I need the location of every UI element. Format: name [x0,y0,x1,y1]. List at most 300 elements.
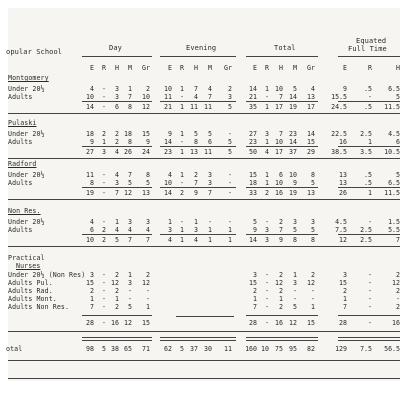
day-cell: 4 [115,171,119,179]
total-cell: - [311,287,315,295]
row-label: Adults Non Res. [8,303,70,311]
subtotal-rule-evening [160,187,236,188]
day-cell: 71 [142,345,150,353]
day-cell: 1 [115,295,119,303]
day-cell: 18 [124,130,132,138]
day-cell: 3 [115,85,119,93]
evening-cell: 1 [180,130,184,138]
evening-cell: 1 [228,226,232,234]
equated-cell: 28 [339,319,347,327]
subtotal-rule-total [246,146,318,147]
row-label: Adults [8,226,33,234]
evening-cell: 1 [208,236,212,244]
group-header-equated-line1: Equated [356,37,387,45]
total-cell: 3 [293,218,297,226]
grand-total-rule-total [246,337,318,341]
day-cell: 27 [86,148,94,156]
equated-cell: 10.5 [384,148,400,156]
total-cell: 7 [279,93,283,101]
day-cell: 6 [90,226,94,234]
total-cell: 37 [289,148,297,156]
evening-cell: 14 [164,189,172,197]
subtotal-rule-day [82,101,152,102]
day-cell: 16 [111,319,119,327]
day-cell: 4 [90,218,94,226]
total-cell: - [265,295,269,303]
day-cell: 1 [102,138,106,146]
total-cell: 5 [293,226,297,234]
day-cell: 4 [128,226,132,234]
subtotal-rule-total [246,101,318,102]
equated-cell: 12 [392,279,400,287]
day-cell: 1 [146,303,150,311]
subhead-day: H [115,64,119,72]
evening-cell: 1 [180,148,184,156]
total-cell: 3 [265,226,269,234]
practical-rule-evening [176,316,234,317]
day-cell: 12 [142,103,150,111]
day-cell: 8 [90,179,94,187]
equated-cell: 7.5 [360,345,372,353]
day-cell: 19 [86,189,94,197]
evening-cell: 5 [228,103,232,111]
evening-cell: 5 [180,345,184,353]
row-label: Adults [8,93,33,101]
equated-cell: .5 [364,179,372,187]
subtotal-rule-day [82,187,152,188]
day-cell: 2 [115,303,119,311]
evening-cell: 5 [228,138,232,146]
total-cell: 5 [311,226,315,234]
equated-cell: 7 [396,236,400,244]
subtotal-underline [8,246,400,247]
total-cell: 3 [265,130,269,138]
day-cell: 1 [128,271,132,279]
total-cell: 7 [279,130,283,138]
day-cell: 28 [86,319,94,327]
day-cell: 3 [102,148,106,156]
total-cell: 7 [253,303,257,311]
group-header-evening: Evening [186,44,217,52]
day-cell: 15 [86,279,94,287]
equated-cell: 2.5 [360,236,372,244]
total-cell: 14 [307,130,315,138]
subtotal-rule-equated [338,234,400,235]
day-cell: 9 [146,138,150,146]
equated-cell: - [396,295,400,303]
day-cell: 1 [90,295,94,303]
equated-cell: 16 [392,319,400,327]
subhead-day: E [90,64,94,72]
equated-cell: - [368,218,372,226]
total-cell: 1 [265,179,269,187]
day-cell: 2 [102,226,106,234]
evening-cell: 9 [168,130,172,138]
total-cell: 8 [311,171,315,179]
day-cell: 15 [142,319,150,327]
subhead-day: M [128,64,132,72]
subhead-day: Gr [142,64,150,72]
total-cell: 21 [249,93,257,101]
evening-cell: 1 [208,226,212,234]
header-rule-equated [338,56,400,57]
day-cell: - [102,93,106,101]
subtotal-rule-day [82,234,152,235]
equated-cell: 7.5 [335,226,347,234]
total-cell: 95 [289,345,297,353]
day-cell: 1 [128,85,132,93]
total-cell: 23 [249,138,257,146]
evening-cell: 5 [208,130,212,138]
equated-cell: 2.5 [360,130,372,138]
subtotal-underline [8,113,400,114]
day-cell: 18 [86,130,94,138]
row-label: Adults [8,138,33,146]
day-cell: - [128,287,132,295]
day-cell: 3 [115,179,119,187]
equated-cell: .5 [364,85,372,93]
evening-cell: 11 [164,93,172,101]
total-cell: 10 [275,138,283,146]
day-cell: 4 [115,226,119,234]
day-cell: 7 [90,303,94,311]
evening-cell: 37 [190,345,198,353]
total-cell: 8 [311,236,315,244]
subhead-evening: H [194,64,198,72]
equated-cell: 2 [396,271,400,279]
header-rule-day [82,56,152,57]
equated-cell: 2 [343,287,347,295]
day-cell: 1 [115,218,119,226]
day-cell: 38 [111,345,119,353]
day-cell: 3 [128,279,132,287]
evening-cell: 11 [204,103,212,111]
total-cell: 10 [275,85,283,93]
total-cell: 17 [307,103,315,111]
evening-cell: 6 [208,138,212,146]
total-cell: 1 [279,295,283,303]
subhead-day: R [102,64,106,72]
evening-cell: 7 [208,189,212,197]
practical-rule-equated [338,315,400,316]
evening-cell: 5 [228,148,232,156]
evening-cell: 5 [194,130,198,138]
evening-cell: - [208,218,212,226]
total-cell: 12 [289,319,297,327]
day-cell: - [102,287,106,295]
total-cell: 1 [253,295,257,303]
day-cell: - [102,218,106,226]
day-cell: 2 [146,271,150,279]
document-page [8,8,400,381]
total-cell: 14 [249,236,257,244]
row-label: Adults [8,179,33,187]
total-cell: 29 [307,148,315,156]
day-cell: 10 [86,93,94,101]
total-cell: 2 [279,287,283,295]
evening-cell: - [180,218,184,226]
total-cell: 1 [265,85,269,93]
equated-cell: - [368,279,372,287]
equated-cell: 11.5 [384,103,400,111]
day-cell: 98 [86,345,94,353]
total-cell: 82 [307,345,315,353]
total-cell: 19 [289,189,297,197]
section-title: Radford [8,160,37,168]
total-cell: 5 [293,303,297,311]
day-cell: 2 [115,130,119,138]
evening-cell: 2 [180,189,184,197]
equated-cell: 4.5 [388,130,400,138]
equated-cell: 12 [339,236,347,244]
row-label: Adults Rad. [8,287,53,295]
day-cell: - [102,179,106,187]
evening-cell: 3 [168,226,172,234]
total-cell: - [265,218,269,226]
total-cell: 9 [253,226,257,234]
equated-cell: 1.5 [388,218,400,226]
day-cell: 8 [128,138,132,146]
section-title-line1: Practical [8,254,45,262]
subtotal-rule-evening [160,101,236,102]
equated-cell: 15.5 [331,93,347,101]
total-cell: 15 [307,319,315,327]
total-cell: 6 [279,171,283,179]
document-bottom-rule [8,378,400,379]
total-cell: 2 [311,271,315,279]
evening-cell: 1 [180,226,184,234]
day-cell: - [102,279,106,287]
section-title: Montgomery [8,74,49,82]
total-cell: 10 [289,171,297,179]
total-cell: 50 [249,148,257,156]
evening-cell: 2 [228,85,232,93]
equated-cell: 3.5 [360,148,372,156]
equated-cell: - [368,271,372,279]
equated-cell: 6 [396,138,400,146]
evening-cell: - [228,189,232,197]
row-label: Under 20½ [8,171,45,179]
equated-cell: 9 [343,85,347,93]
day-cell: 24 [142,148,150,156]
total-cell: - [265,287,269,295]
total-cell: 1 [265,171,269,179]
total-cell: 27 [249,130,257,138]
equated-cell: 5 [396,171,400,179]
day-cell: 3 [115,93,119,101]
evening-cell: 3 [208,179,212,187]
day-cell: 5 [115,236,119,244]
subhead-evening: M [208,64,212,72]
equated-cell: 13 [339,171,347,179]
day-cell: 10 [142,93,150,101]
equated-cell: - [368,319,372,327]
subhead-total: Gr [307,64,315,72]
total-cell: - [265,319,269,327]
total-cell: 2 [265,189,269,197]
equated-cell: 22.5 [331,130,347,138]
subtotal-rule-equated [338,101,400,102]
day-cell: - [128,295,132,303]
row-header-title: opular School [6,48,63,56]
equated-cell: - [368,287,372,295]
evening-cell: 2 [194,171,198,179]
day-cell: 2 [115,271,119,279]
total-cell: 17 [275,148,283,156]
total-cell: 3 [293,279,297,287]
total-cell: 1 [311,303,315,311]
day-cell: 14 [86,103,94,111]
total-cell: 75 [275,345,283,353]
day-cell: 4 [115,148,119,156]
group-header-equated-line2: Full Time [348,45,387,53]
total-cell: 160 [245,345,257,353]
subtotal-underline [8,199,400,200]
day-cell: - [102,319,106,327]
group-header-total: Total [274,44,296,52]
day-cell: - [102,85,106,93]
evening-cell: 13 [190,148,198,156]
day-cell: 8 [128,103,132,111]
evening-cell: 30 [204,345,212,353]
equated-cell: 2 [396,303,400,311]
evening-cell: - [180,93,184,101]
total-cell: 15 [249,279,257,287]
subhead-evening: E [168,64,172,72]
day-cell: 13 [142,189,150,197]
total-cell: 18 [249,179,257,187]
equated-cell: 6.5 [388,179,400,187]
evening-cell: 4 [168,171,172,179]
evening-cell: 3 [208,171,212,179]
equated-cell: .5 [364,103,372,111]
subtotal-rule-evening [160,146,236,147]
practical-rule-total [246,315,318,316]
day-cell: 7 [146,236,150,244]
total-cell: - [293,287,297,295]
row-label: Under 20½ (Non Res) [8,271,86,279]
total-cell: 3 [265,236,269,244]
total-cell: 15 [249,171,257,179]
day-cell: 12 [111,279,119,287]
total-cell: 12 [307,279,315,287]
total-cell: 28 [249,319,257,327]
row-label: Under 20½ [8,130,45,138]
day-cell: 2 [115,287,119,295]
day-cell: - [102,295,106,303]
evening-cell: 1 [180,236,184,244]
subhead-equated: R [368,64,372,72]
group-header-day: Day [109,44,122,52]
total-cell: - [265,93,269,101]
equated-cell: 1 [368,138,372,146]
evening-cell: 1 [180,171,184,179]
day-cell: 5 [102,345,106,353]
day-cell: 7 [128,93,132,101]
section-title: Pulaski [8,119,37,127]
grand-total-rule-evening [160,337,236,341]
day-cell: - [102,103,106,111]
day-cell: - [146,287,150,295]
equated-cell: 13 [339,179,347,187]
total-cell: 9 [279,236,283,244]
practical-rule-day [82,315,152,316]
page-margin [0,381,400,400]
total-cell: - [311,295,315,303]
equated-cell: - [368,303,372,311]
equated-cell: 1 [368,189,372,197]
equated-cell: 2.5 [360,226,372,234]
day-cell: 12 [142,279,150,287]
evening-cell: 4 [208,85,212,93]
subhead-evening: Gr [224,64,232,72]
subhead-total: M [293,64,297,72]
equated-cell: 3 [343,271,347,279]
total-cell: 17 [275,103,283,111]
subtotal-rule-day [82,146,152,147]
evening-cell: 3 [194,226,198,234]
total-cell: 2 [279,271,283,279]
evening-cell: - [228,179,232,187]
total-cell: 3 [311,218,315,226]
day-cell: 10 [86,236,94,244]
total-cell: 4 [311,85,315,93]
total-cell: 10 [261,345,269,353]
evening-cell: 1 [194,218,198,226]
evening-cell: 62 [164,345,172,353]
day-cell: 8 [146,171,150,179]
day-cell: 2 [90,287,94,295]
subhead-equated: H [396,64,400,72]
subtotal-rule-equated [338,187,400,188]
total-cell: 19 [289,103,297,111]
total-cell: 12 [275,279,283,287]
day-cell: 5 [128,303,132,311]
day-cell: 3 [128,218,132,226]
day-cell: 3 [146,218,150,226]
total-cell: 35 [249,103,257,111]
subhead-total: E [253,64,257,72]
total-cell: 10 [275,179,283,187]
total-cell: - [265,271,269,279]
day-cell: - [102,303,106,311]
total-cell: 5 [311,179,315,187]
evening-cell: 1 [228,236,232,244]
evening-cell: 9 [194,189,198,197]
day-cell: 2 [115,138,119,146]
total-cell: 1 [265,103,269,111]
day-cell: - [146,295,150,303]
day-cell: - [102,271,106,279]
evening-cell: 8 [194,138,198,146]
day-cell: 6 [115,103,119,111]
evening-cell: 10 [164,85,172,93]
evening-cell: 4 [194,93,198,101]
evening-cell: - [228,218,232,226]
equated-cell: - [368,93,372,101]
day-cell: 15 [142,130,150,138]
day-cell: 7 [128,236,132,244]
day-cell: 12 [124,319,132,327]
day-cell: 4 [146,226,150,234]
equated-cell: 11.5 [384,189,400,197]
header-rule-total [246,56,318,57]
row-label: Under 20½ [8,218,45,226]
equated-cell: 38.5 [331,148,347,156]
day-cell: 7 [128,171,132,179]
evening-cell: 3 [228,93,232,101]
subhead-total: R [265,64,269,72]
